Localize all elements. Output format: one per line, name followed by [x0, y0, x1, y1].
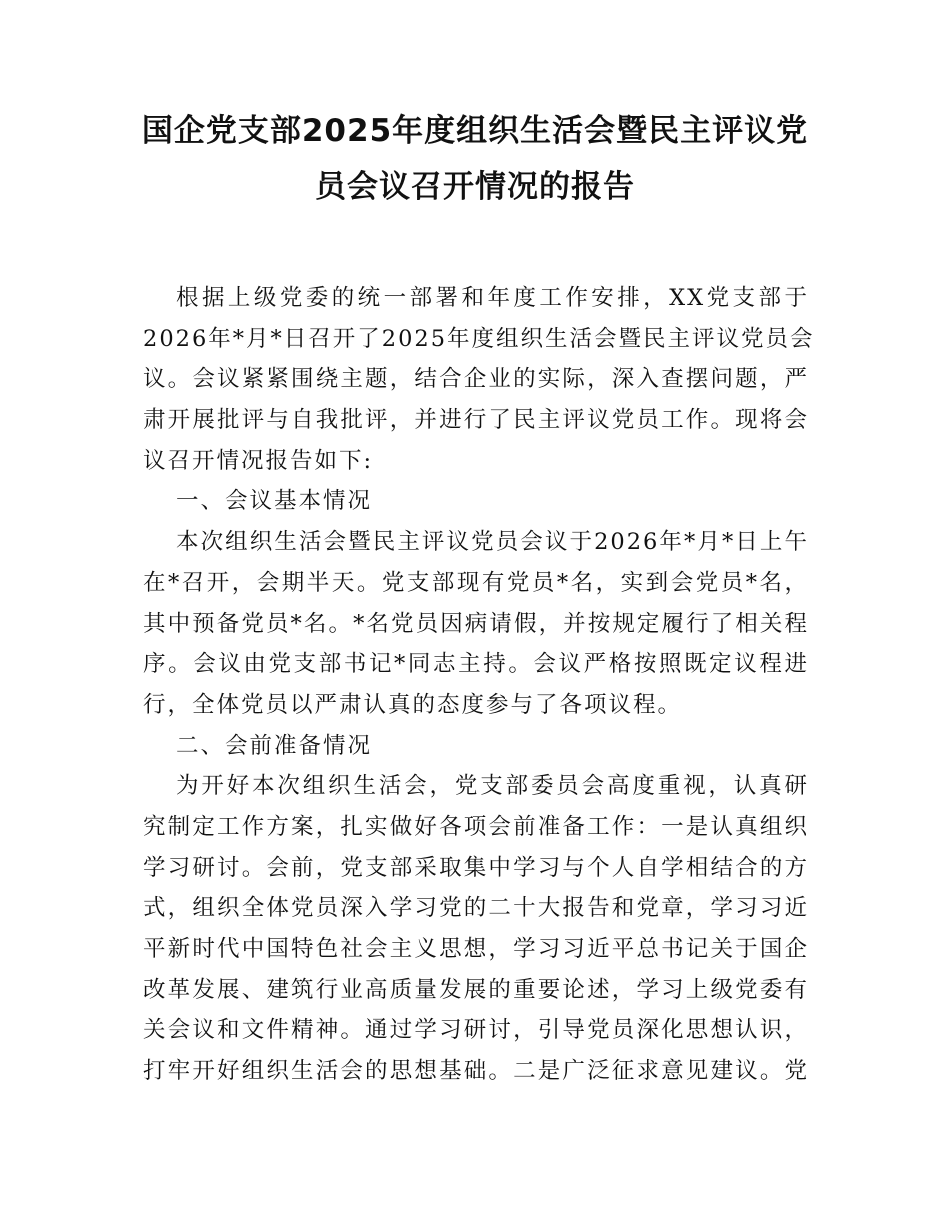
paragraph-line: 改革发展、建筑行业高质量发展的重要论述，学习上级党委有 [143, 976, 809, 1003]
paragraph-line: 究制定工作方案，扎实做好各项会前准备工作：一是认真组织 [143, 813, 809, 840]
paragraph-line: 为开好本次组织生活会，党支部委员会高度重视，认真研 [176, 773, 809, 800]
title-line-1: 国企党支部2025年度组织生活会暨民主评议党 [141, 113, 809, 149]
paragraph-line: 关会议和文件精神。通过学习研讨，引导党员深化思想认识， [143, 1017, 809, 1044]
paragraph-line: 在*召开，会期半天。党支部现有党员*名，实到会党员*名， [143, 569, 809, 596]
paragraph-line: 平新时代中国特色社会主义思想，学习习近平总书记关于国企 [143, 936, 809, 962]
paragraph-line: 行，全体党员以严肃认真的态度参与了各项议程。 [143, 691, 683, 718]
paragraph-line: 学习研讨。会前，党支部采取集中学习与个人自学相结合的方 [143, 854, 809, 881]
section-heading: 一、会议基本情况 [176, 488, 373, 515]
paragraph-line: 序。会议由党支部书记*同志主持。会议严格按照既定议程进 [143, 651, 809, 678]
paragraph-line: 式，组织全体党员深入学习党的二十大报告和党章，学习习近 [143, 895, 809, 922]
paragraph-line: 肃开展批评与自我批评，并进行了民主评议党员工作。现将会 [143, 407, 809, 434]
paragraph-line: 议。会议紧紧围绕主题，结合企业的实际，深入查摆问题，严 [143, 366, 809, 393]
document-title [130, 103, 820, 215]
paragraph-line: 本次组织生活会暨民主评议党员会议于2026年*月*日上午 [176, 529, 809, 556]
paragraph-line: 2026年*月*日召开了2025年度组织生活会暨民主评议党员会 [143, 325, 815, 352]
section-heading: 二、会前准备情况 [176, 732, 373, 759]
paragraph-line: 其中预备党员*名。*名党员因病请假，并按规定履行了相关程 [143, 610, 809, 637]
paragraph-line: 根据上级党委的统一部署和年度工作安排，XX党支部于 [176, 285, 809, 311]
paragraph-line: 打牢开好组织生活会的思想基础。二是广泛征求意见建议。党 [143, 1058, 809, 1085]
title-line-2: 员会议召开情况的报告 [315, 169, 635, 205]
paragraph-line: 议召开情况报告如下: [143, 447, 374, 474]
document-body [143, 278, 815, 1092]
